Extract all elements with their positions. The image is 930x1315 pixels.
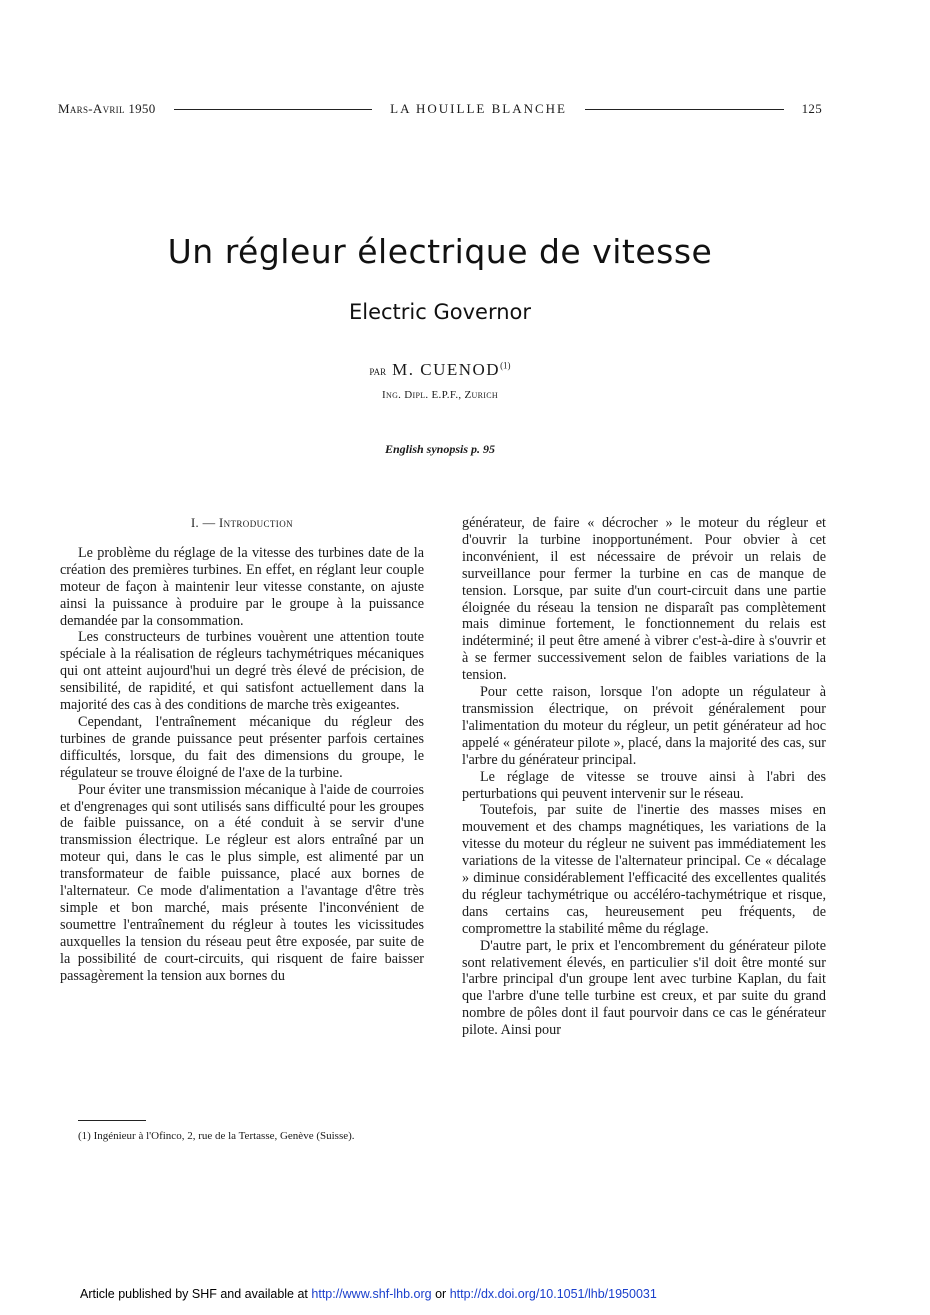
page-number: 125 — [801, 101, 823, 116]
header-rule-left — [174, 109, 373, 110]
section-heading — [60, 515, 424, 532]
synopsis-reference: English synopsis p. 95 — [384, 442, 496, 456]
running-head — [58, 100, 822, 118]
footnote: (1) Ingénieur à l'Ofinco, 2, rue de la Tertasse, Genève (Suisse). — [78, 1130, 355, 1142]
left-column — [60, 515, 424, 984]
right-column — [462, 515, 826, 1039]
paragraph: générateur, de faire « décrocher » le moteur du régleur et d'ouvrir la turbine inopportunément. Pour obvier à cet inconvénient, il est nécessaire de prévoir un relais de surveillance pour fermer la turbine en cas de manque de tension. Lorsque, par suite d'un court-circuit dans une partie éloignée du réseau la tension ne disparaît pas complètement mais diminue fortement, le fonctionnement du relais est indéterminé; il peut être amené à vibrer c'est-à-dire à s'ouvrir et à se fermer successivement selon de faibles variations de la tension. — [462, 515, 826, 684]
author-name: M. CUENOD — [392, 360, 501, 379]
paragraph: Cependant, l'entraînement mécanique du régleur des turbines de grande puissance peut présenter parfois certaines difficultés, lorsque, du fait des dimensions du groupe, le régulateur se trouve éloigné de l'axe de la turbine. — [60, 713, 424, 781]
notice-or: or — [435, 1287, 447, 1301]
paragraph: Le problème du réglage de la vitesse des turbines date de la création des premières turbines. En effet, en réglant leur couple moteur de façon à maintenir leur vitesse constante, on ajuste ainsi la puissance à produire par le groupe à la puissance demandée par la consommation. — [60, 544, 424, 629]
publication-notice — [80, 1287, 880, 1301]
paragraph: Toutefois, par suite de l'inertie des masses mises en mouvement et des champs magnétiques, les variations de la vitesse du moteur du régleur ne suivent pas immédiatement les variations de la vitesse de l'alternateur principal. Ce « décalage » diminue considérablement l'efficacité des excellentes qualités du régleur tachymétrique ou accéléro-tachymétrique et risque, dans certains cas, heureusement peu fréquents, de compromettre la stabilité même du réglage. — [462, 802, 826, 937]
paragraph: D'autre part, le prix et l'encombrement du générateur pilote sont relativement élevés, en particulier s'il doit être monté sur l'arbre principal d'un groupe lent avec turbine Kaplan, du fait que l'arbre d'une telle turbine est creux, et par suite du grand nombre de pôles dont il faut pourvoir dans ce cas le générateur pilote. Ainsi pour — [462, 937, 826, 1039]
notice-text: Article published by SHF and available at — [80, 1287, 308, 1301]
paragraph: Pour cette raison, lorsque l'on adopte un régulateur à transmission électrique, on prévoit généralement pour l'alimentation du moteur du régleur, un petit générateur ad hoc appelé « générateur pilote », placé, dans la majorité des cas, sur l'arbre du générateur principal. — [462, 684, 826, 768]
paragraph: Pour éviter une transmission mécanique à l'aide de courroies et d'engrenages qui sont utilisés sans difficulté pour les groupes de faible puissance, on a été conduit à se servir d'une transmission électrique. Le régleur est alors entraîné par un moteur qui, dans le cas le plus simple, est alimenté par un transformateur de faible puissance, placé aux bornes de l'alternateur. Ce mode d'alimentation a l'avantage d'être très simple et bon marché, mais présente l'inconvénient de soumettre l'entraînement du régleur à toutes les vicissitudes auxquelles la tension du réseau peut être exposée, par suite de la possibilité de court-circuits, qui risquent de faire baisser passagèrement la tension aux bornes du — [60, 781, 424, 984]
article-title: Un régleur électrique de vitesse — [167, 232, 713, 271]
author-footnote-mark: (1) — [500, 360, 511, 371]
journal-name: LA HOUILLE BLANCHE — [390, 101, 567, 116]
issue-date: Mars-Avril 1950 — [58, 101, 156, 116]
byline — [0, 360, 880, 380]
paragraph: Le réglage de vitesse se trouve ainsi à l'abri des perturbations qui peuvent intervenir sur le réseau. — [462, 768, 826, 802]
section-number: I. — — [190, 516, 216, 530]
footnote-rule — [78, 1120, 146, 1121]
author-affiliation: Ing. Dipl. E.P.F., Zurich — [382, 389, 498, 401]
header-rule-right — [585, 109, 784, 110]
section-title: Introduction — [219, 516, 293, 530]
doi-link[interactable]: http://dx.doi.org/10.1051/lhb/1950031 — [449, 1287, 657, 1301]
paragraph: Les constructeurs de turbines vouèrent une attention toute spéciale à la réalisation de régleurs tachymétriques mécaniques qui ont atteint aujourd'hui un degré très élevé de précision, de sensibilité, de rapidité, et qui satisfont actuellement dans la majorité des cas à des conditions de marche très exigeantes. — [60, 629, 424, 714]
shf-link[interactable]: http://www.shf-lhb.org — [311, 1287, 432, 1301]
byline-prefix: par — [369, 363, 387, 378]
article-subtitle: Electric Governor — [348, 300, 532, 324]
